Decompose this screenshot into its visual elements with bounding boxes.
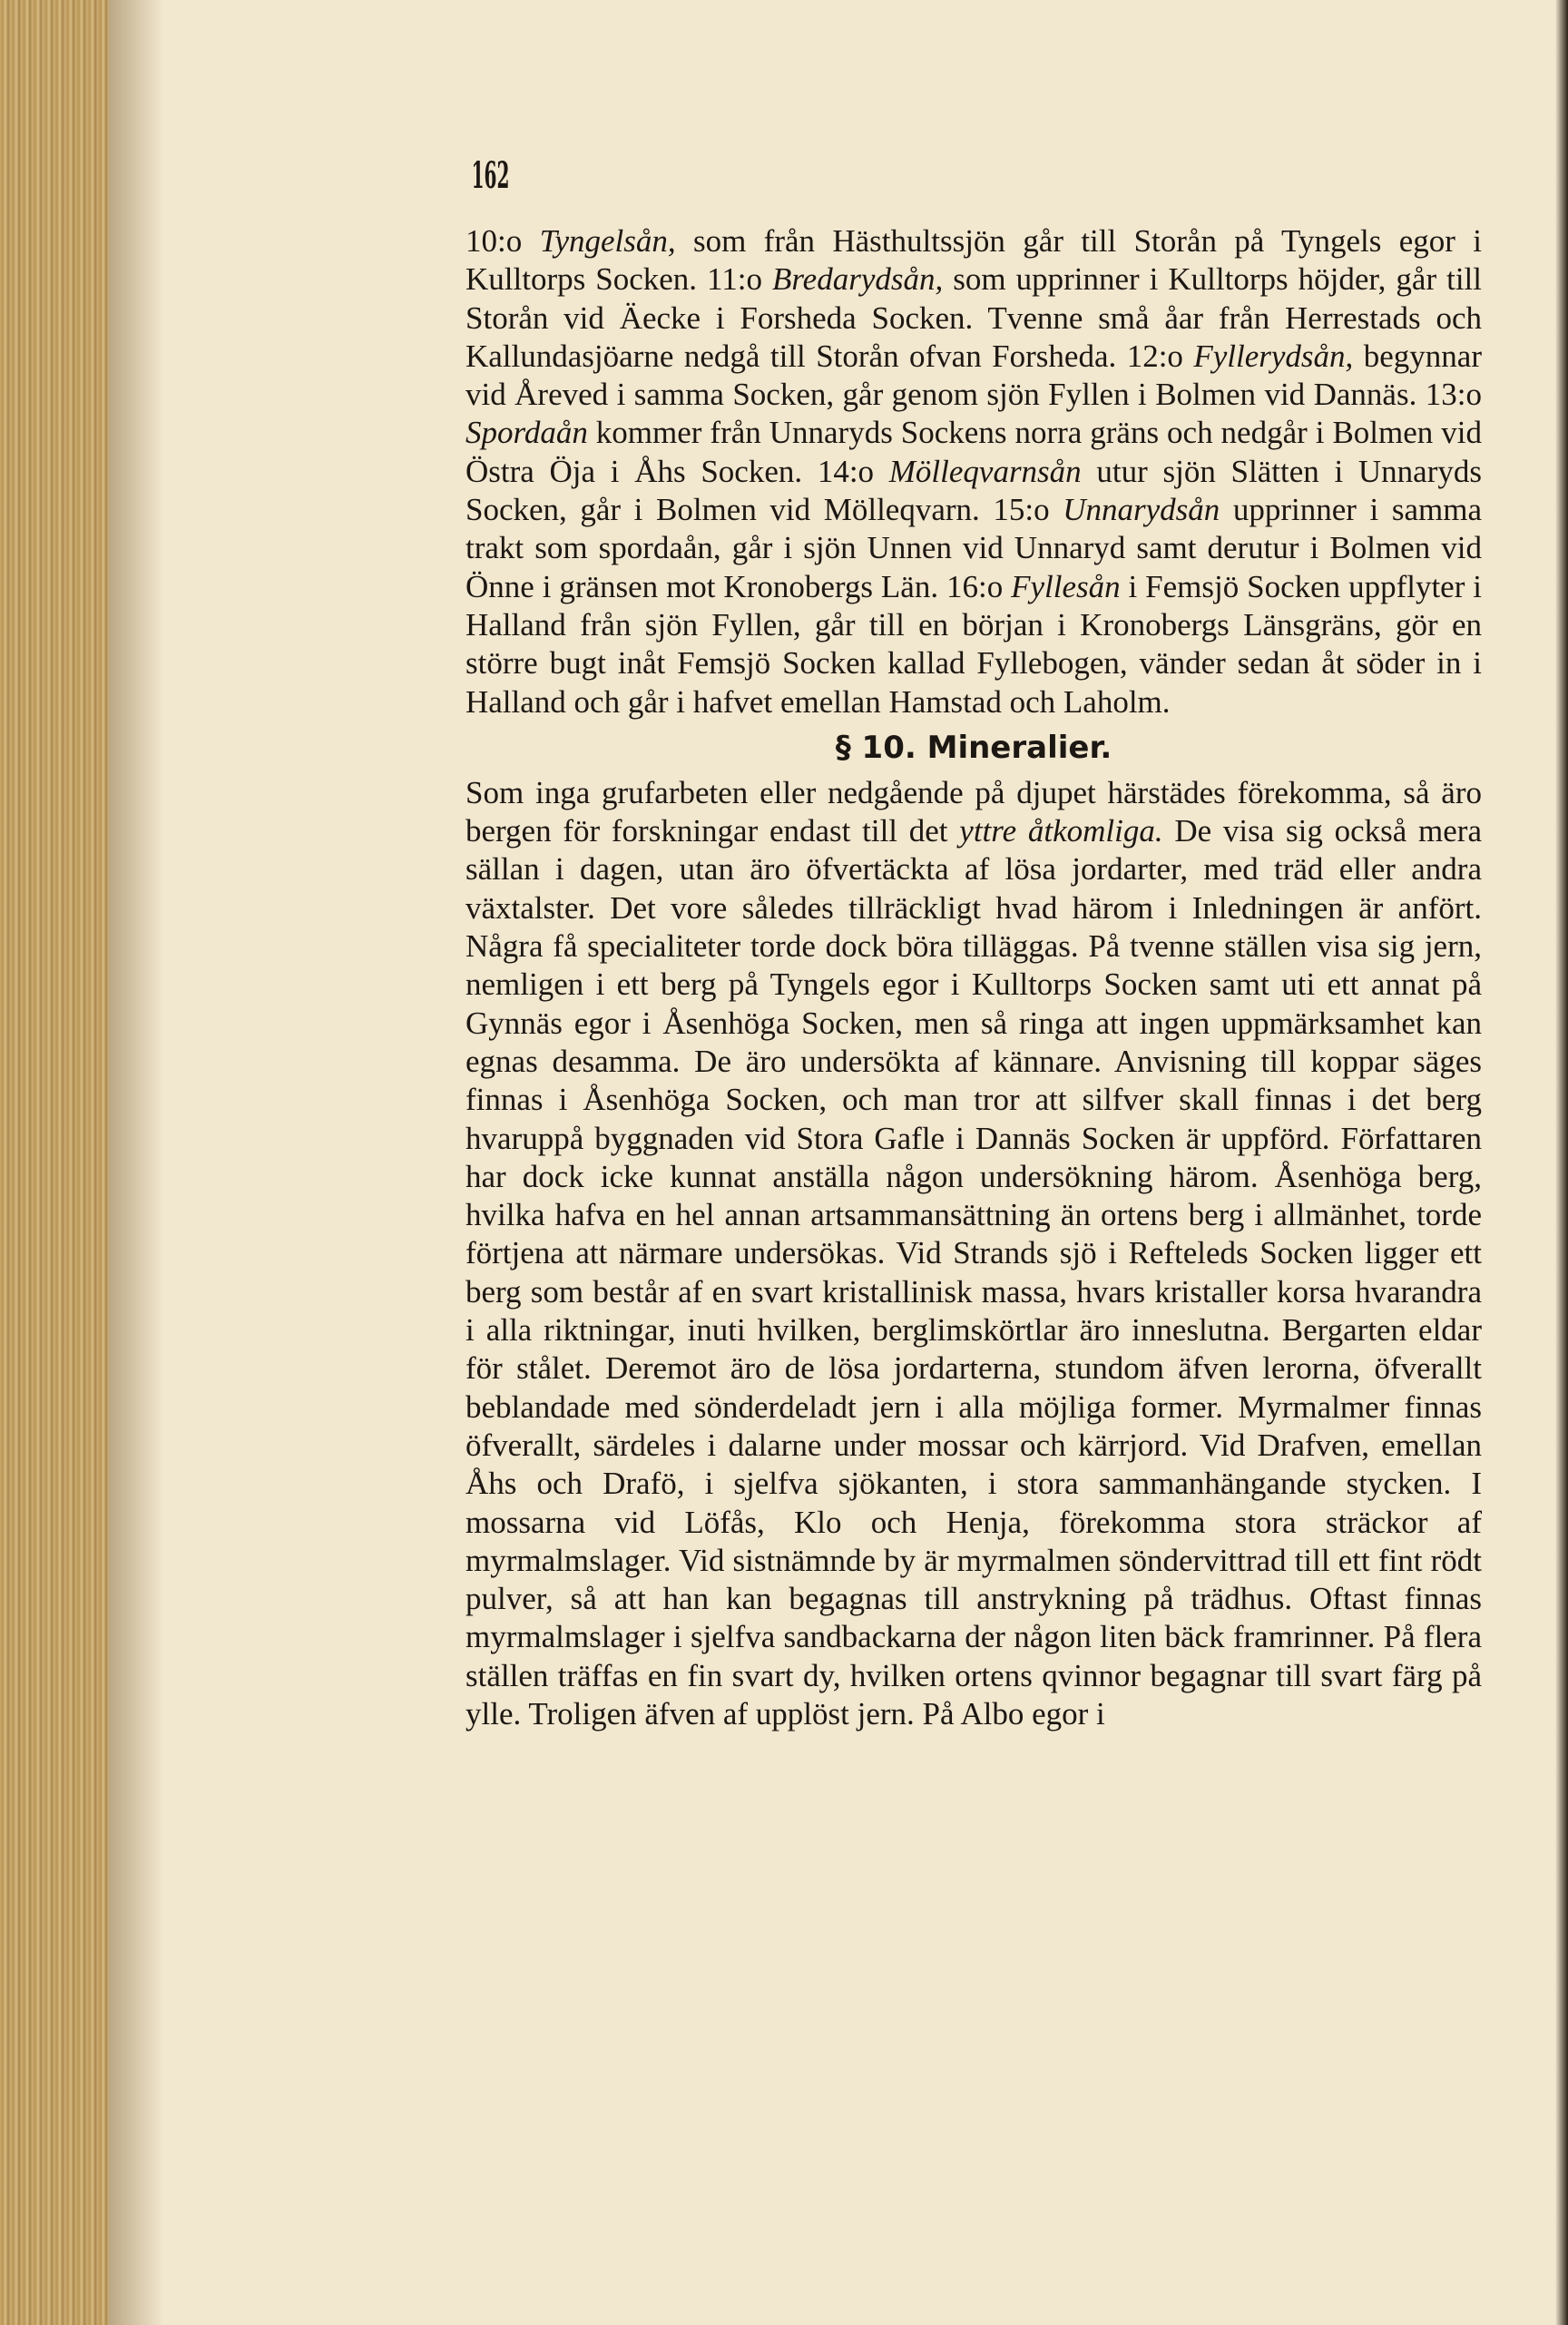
river-name: Mölleqvarnsån [888,453,1082,489]
river-name: Tyngelsån, [539,223,676,259]
section-heading: § 10. Mineralier. [835,729,1112,766]
text-run: 10:o [466,223,540,259]
text-run: upprinner i samma trakt som spordaån, går i sjön Unnen vid Unnaryd samt derutur i Bolmen vid Önne i gränsen mot Kronobergs Län. 16:o [466,492,1482,604]
text-run: begynnar vid Åreved i samma Socken, går genom sjön Fyllen i Bolmen vid Dannäs. 13:o [466,338,1482,413]
text-run: De visa sig också mera sällan i dagen, utan äro öfvertäckta af lösa jordarter, med träd eller andra växtalster. Det vore således tillräckligt hvad härom i Inledningen är anfört. Några få specialiteter torde dock böra tilläggas. På tvenne ställen visa sig jern, nemligen i ett berg på Tyngels egor i Kulltorps Socken samt uti ett annat på Gynnäs egor i Åsenhöga Socken, men så ringa att ingen uppmärksamhet kan egnas desamma. De äro undersökta af kännare. Anvisning till koppar säges finnas i Åsenhöga Socken, och man tror att silfver skall finnas i det berg hvaruppå byggnaden vid Stora Gafle i Dannäs Socken är uppförd. Författaren har dock icke kunnat anställa någon undersökning härom. Åsenhöga berg, hvilka hafva en hel annan artsammansättning än ortens berg i allmänhet, torde förtjena att närmare undersökas. Vid Strands sjö i Refteleds Socken ligger ett berg som består af en svart kristallinisk massa, hvars kristaller korsa hvarandra i alla riktningar, inuti hvilken, berglimskörtlar äro inneslutna. Bergarten eldar för stålet. Deremot äro de lösa jordarterna, stundom äfven lerorna, öfverallt beblandade med sönderdeladt jern i alla möjliga former. Myrmalmer finnas öfverallt, särdeles i dalarne under mossar och kärrjord. Vid Drafven, emellan Åhs och Drafö, i sjelfva sjökanten, i stora sammanhängande stycken. I mossarna vid Löfås, Klo och Henja, förekomma stora sträckor af myrmalmslager. Vid sistnämnde by är myrmalmen söndervittrad till ett fint rödt pulver, så att han kan begagnas till anstrykning på trädhus. Oftast finnas myrmalmslager i sjelfva sandbackarna der någon liten bäck framrinner. På flera ställen träffas en fin svart dy, hvilken ortens qvinnor begagnar till svart färg på ylle. Troligen äfven af upplöst jern. På Albo egor i [466,813,1482,1731]
river-name: Spordaån [466,415,588,451]
river-name: Bredarydsån, [771,261,944,298]
text-run: som upprinner i Kulltorps höjder, går till Storån vid Äecke i Forsheda Socken. Tvenne små åar från Herrestads och Kallundasjöarne nedgå till Storån ofvan Forsheda. 12:o [466,261,1483,374]
river-name: Unnarydsån [1063,492,1220,528]
text-run: i Femsjö Socken uppflyter i Halland från sjön Fyllen, går till en början i Kronobergs Länsgräns, gör en större bugt inåt Femsjö Socken kallad Fyllebogen, vänder sedan åt söder in i Halland och går i hafvet emellan Hamstad och Laholm. [466,568,1482,720]
paragraph-rivers [466,222,1482,721]
text-run: som från Hästhultssjön går till Storån på Tyngels egor i Kulltorps Socken. 11:o [466,223,1482,298]
page-number: 162 [471,154,510,197]
body-text [466,222,1482,1733]
text-run: kommer från Unnaryds Sockens norra gräns och nedgår i Bolmen vid Östra Öja i Åhs Socken. 14:o [466,415,1482,489]
text-run: Som inga grufarbeten eller nedgående på djupet härstädes förekomma, så äro bergen för forskningar endast till det [466,774,1482,849]
river-name: Fyllerydsån, [1193,338,1354,374]
text-run: utur sjön Slätten i Unnaryds Socken, går i Bolmen vid Mölleqvarn. 15:o [466,453,1482,528]
emphasis: yttre åtkomliga. [959,813,1163,849]
paragraph-minerals [466,774,1482,1733]
river-name: Fyllesån [1011,568,1121,604]
